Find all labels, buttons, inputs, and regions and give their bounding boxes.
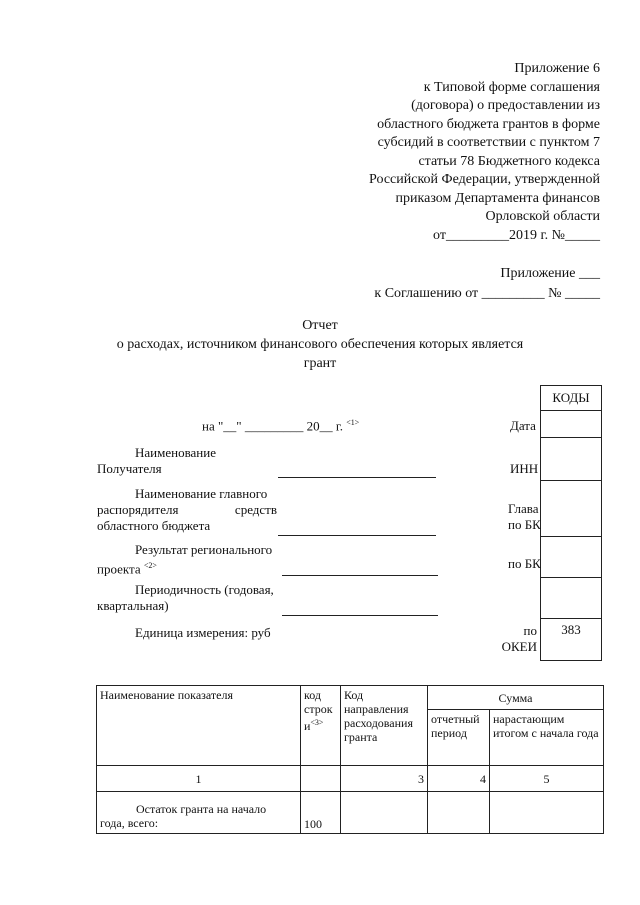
date-text: на "__" _________ 20__ г. [202,418,343,434]
date-line [202,418,359,434]
result-note: <2> [143,561,157,570]
header-code-note: <3> [310,718,324,727]
code-okei-cell: 383 [541,619,602,661]
header-direction: Код направления расходования гранта [341,686,428,766]
header-line: Российской Федерации, утвержденной [369,172,600,187]
header-line: от_________2019 г. №_____ [433,227,600,243]
period-field-line[interactable] [282,615,438,616]
period-label-l2: квартальная) [97,598,169,613]
header-line: субсидий в соответствии с пунктом 7 [377,135,600,150]
result-field-line[interactable] [282,575,438,576]
title-line-3: грант [303,356,337,371]
manager-label [97,486,277,534]
colnum-4: 4 [428,766,490,792]
header-code [301,686,341,766]
header-code-l1: код [304,688,321,702]
row1-total[interactable] [490,792,604,834]
row1-name-l1: Остаток гранта на начало [136,802,267,816]
codes-table [540,385,602,661]
appendix-block [280,264,600,304]
row1-name-l2: года, всего: [100,816,159,830]
result-label-l1: Результат регионального [135,542,273,557]
appendix-line-2: к Соглашению от _________ № _____ [374,286,600,301]
manager-label-l2a: распорядителя [97,502,179,517]
header-code-l2: строк [304,702,333,716]
recipient-field-line[interactable] [278,477,436,478]
label-date: Дата [510,418,536,433]
table-row [97,792,604,834]
recipient-label-l2: Получателя [97,461,162,476]
recipient-label [97,445,216,477]
manager-label-l1: Наименование главного [135,486,268,501]
label-glava-l1: Глава [508,501,539,516]
label-okei [495,623,537,655]
appendix-line-1: Приложение ___ [500,266,600,281]
header-line: (договора) о предоставлении из [411,98,600,113]
header-sum: Сумма [428,686,604,710]
header-period: отчетный период [428,710,490,766]
row1-code: 100 [301,792,341,834]
title-line-1: Отчет [302,318,338,333]
code-period-cell[interactable] [541,578,602,619]
recipient-label-l1: Наименование [135,445,216,460]
header-line: областного бюджета грантов в форме [377,116,600,132]
code-pobk-cell[interactable] [541,537,602,578]
header-code-l3: и [304,719,311,733]
row1-direction[interactable] [341,792,428,834]
manager-label-l2b: средств [234,502,277,517]
header-line: приказом Департамента финансов [395,190,600,206]
header-block [280,60,600,245]
date-note: <1> [346,418,360,427]
report-table [96,685,604,834]
colnum-5: 5 [490,766,604,792]
row1-name [97,792,301,834]
label-pobk: по БК [508,556,541,571]
header-line: статьи 78 Бюджетного кодекса [418,153,600,169]
period-label-l1: Периодичность (годовая, [135,582,274,597]
unit-label: Единица измерения: руб [135,625,271,640]
colnum-2 [301,766,341,792]
header-total: нарастающим итогом с начала года [490,710,604,766]
header-line: к Типовой форме соглашения [423,79,600,95]
title-line-2: о расходах, источником финансового обеспечения которых является [116,337,524,352]
label-okei-l1: по [523,623,537,638]
codes-header: КОДЫ [541,386,602,411]
label-glava-l2: по БК [508,517,541,532]
manager-label-l3: областного бюджета [97,518,211,533]
row1-period[interactable] [428,792,490,834]
result-label [97,542,272,577]
colnum-1: 1 [97,766,301,792]
manager-field-line[interactable] [278,535,436,536]
header-line: Орловской области [485,209,600,224]
label-inn: ИНН [510,461,539,476]
label-okei-l2: ОКЕИ [501,639,537,654]
header-name: Наименование показателя [97,686,301,766]
header-line: Приложение 6 [514,61,600,76]
label-glava [508,501,541,533]
colnum-3: 3 [341,766,428,792]
code-glava-cell[interactable] [541,481,602,537]
code-inn-cell[interactable] [541,438,602,481]
code-date-cell[interactable] [541,411,602,438]
result-label-l2: проекта [97,561,141,577]
period-label [97,582,274,614]
report-title [80,316,560,373]
